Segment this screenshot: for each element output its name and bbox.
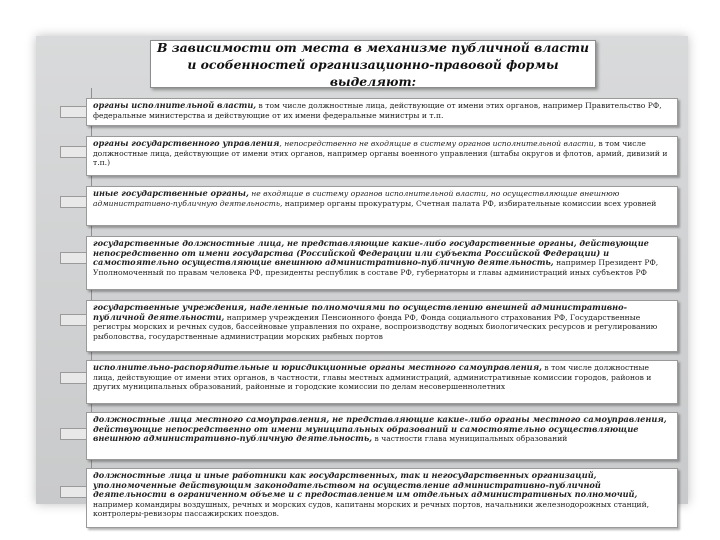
list-item [86,236,678,290]
item-lead: должностные лица и иные работники как государственных, так и негосударственных организаций, уполномоченные действующим законодательством на осуществление административно-публичной деятельности в ограниченном объеме и с предоставлением им отдельных административных полномочий, [93,470,638,500]
list-item [86,186,678,226]
item-text: в том числе должностные лица, действующие от имени этих органов, например Правительство РФ, федеральные министерства и действующие от их имени федеральные министры и т.п. [93,101,662,120]
item-lead: государственные учреждения, наделенные полномочиями по осуществлению внешней административно-публичной деятельности, [93,302,628,322]
list-item [86,412,678,460]
item-text: например командиры воздушных, речных и морских судов, капитаны морских и речных портов, начальники железнодорожных станций, контролеры-ревизоры пассажирских поездов. [93,499,650,519]
page-title: В зависимости от места в механизме публичной власти и особенностей организационно-правовой формы выделяют: [156,39,590,89]
item-lead: иные государственные органы, [93,188,249,198]
item-text: например учреждения Пенсионного фонда РФ, Фонда социального страхования РФ, Государственные регистры морских и речных судов, бассейновые управления по охране, воспроизводству водных биологических ресурсов и регулированию рыболовства, государственные администрации морских рыбных портов [93,312,658,341]
item-text: например Президент РФ, Уполномоченный по правам человека РФ, президенты республик в составе РФ, губернаторы и главы администраций иных субъектов РФ [93,258,659,277]
list-item [86,136,678,176]
item-text: в том числе должностные лица, действующие от имени этих органов, в частности, главы местных администраций, административные комиссии городов, районов и других муниципальных образований, районные и городские комиссии по делам несовершеннолетних [93,363,652,392]
list-item [86,360,678,404]
item-lead: государственные должностные лица, не представляющие какие-либо государственные органы, действующие непосредственно от имени государства (Российской Федерации или субъекта Российской Федерации) и самостоятельно осуществляющие внешнюю административно-публичную деятельность, [93,238,649,268]
list-item [86,98,678,126]
item-italic-text: , непосредственно не входящие в систему органов исполнительной власти, [279,139,597,148]
item-lead: должностные лица местного самоуправления, не представляющие какие-либо органы местного самоуправления, действующие непосредственно от имени муниципальных образований и самостоятельно осуществляющие внешнюю административно-публичную деятельность, [93,414,667,444]
item-lead: исполнительно-распорядительные и юрисдикционные органы местного самоуправления, [93,362,542,372]
item-text: например органы прокуратуры, Счетная палата РФ, избирательные комиссии всех уровней [282,198,657,208]
list-item [86,300,678,352]
list-item [86,468,678,528]
title-box [150,40,596,88]
item-text: в частности глава муниципальных образований [372,434,568,444]
item-lead: органы государственного управления [93,138,280,148]
item-italic-text: не входящие в систему органов исполнительной власти, но осуществляющие внешнюю административно-публичную деятельность, [93,189,620,208]
item-text: в том числе должностные лица, действующие от имени этих органов, например органы военного управления (штабы округов и флотов, армий, дивизий и т.п.) [93,139,668,168]
item-lead: органы исполнительной власти, [93,100,257,110]
